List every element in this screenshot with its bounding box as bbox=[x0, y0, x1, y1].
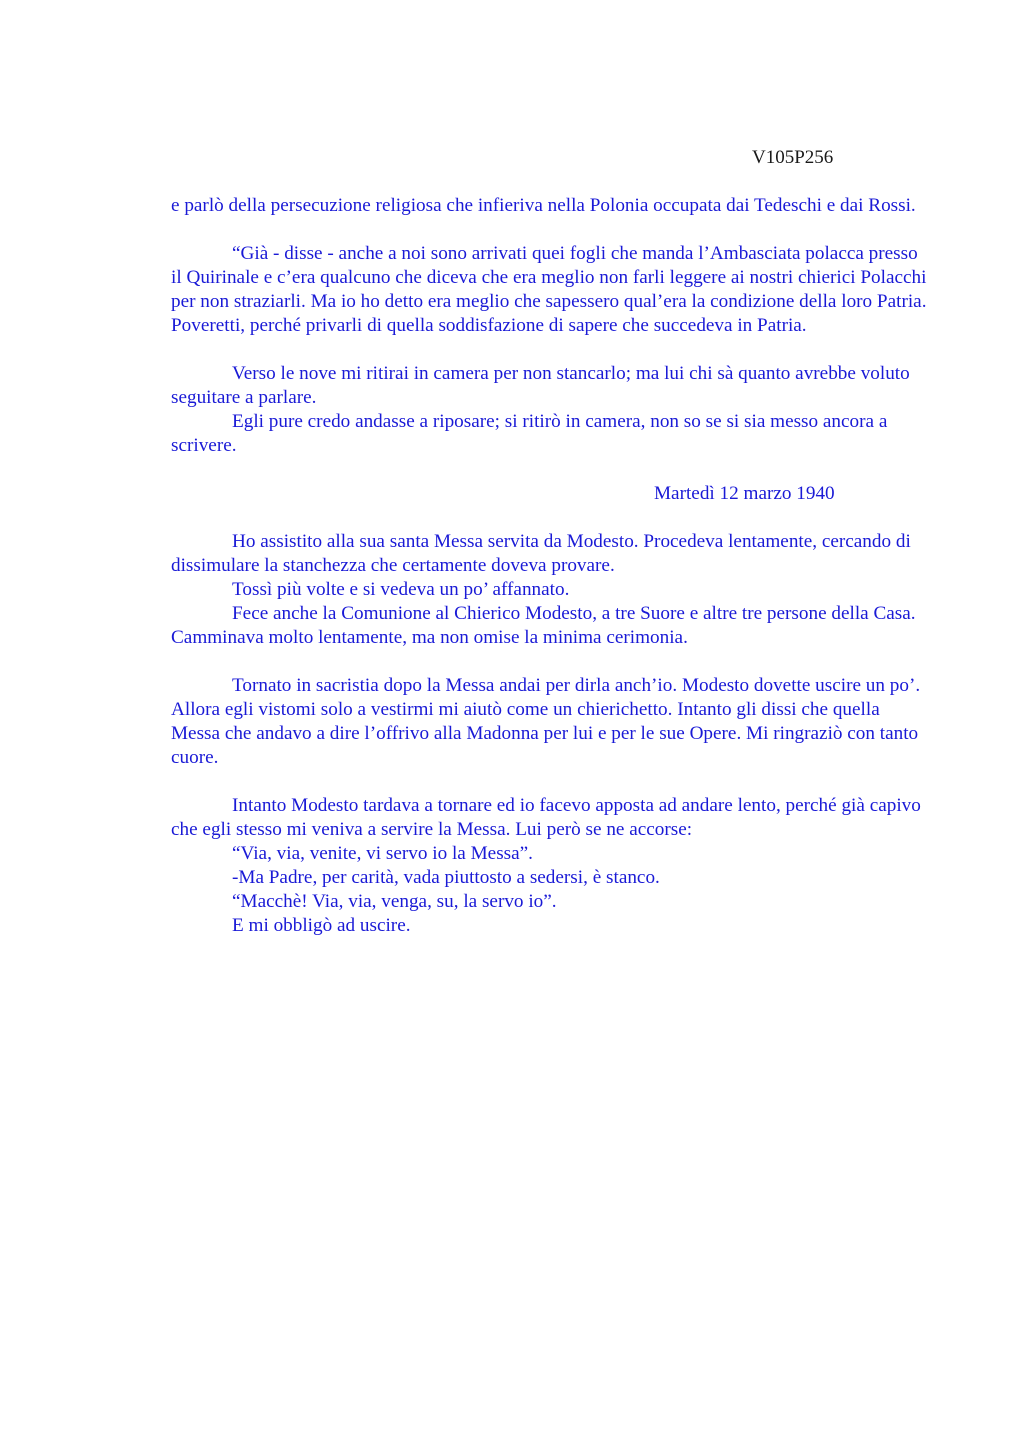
paragraph-santa-messa: Ho assistito alla sua santa Messa servita da Modesto. Procedeva lentamente, cercando di dissimulare la stanchezza che certamente doveva provare. bbox=[171, 531, 911, 576]
date-heading: Martedì 12 marzo 1940 bbox=[654, 483, 835, 504]
dialogue-line: -Ma Padre, per carità, vada piuttosto a sedersi, è stanco. bbox=[232, 867, 660, 888]
paragraph-egli-pure: Egli pure credo andasse a riposare; si ritirò in camera, non so se si sia messo ancora a scrivere. bbox=[171, 411, 888, 456]
paragraph-modesto-tardava: Intanto Modesto tardava a tornare ed io facevo apposta ad andare lento, perché già capivo che egli stesso mi veniva a servire la Messa. Lui però se ne accorse: bbox=[171, 795, 921, 840]
paragraph-ambasciata: “Già - disse - anche a noi sono arrivati quei fogli che manda l’Ambasciata polacca presso il Quirinale e c’era qualcuno che diceva che era meglio non farli leggere ai nostri chierici Polacchi per non straziarli. Ma io ho detto era meglio che sapessero qual’era la condizione della loro Patria. Poveretti, perché privarli di quella soddisfazione di sapere che succedeva in Patria. bbox=[171, 243, 927, 336]
paragraph-gap bbox=[171, 506, 931, 530]
paragraph-gap bbox=[171, 770, 931, 794]
dialogue-line: “Via, via, venite, vi servo io la Messa”. bbox=[232, 843, 533, 864]
paragraph-verso-le-nove: Verso le nove mi ritirai in camera per non stancarlo; ma lui chi sà quanto avrebbe voluto seguitare a parlare. bbox=[171, 363, 910, 408]
paragraph-gap bbox=[171, 338, 931, 362]
paragraph-comunione: Fece anche la Comunione al Chierico Modesto, a tre Suore e altre tre persone della Casa. Camminava molto lentamente, ma non omise la minima cerimonia. bbox=[171, 603, 916, 648]
paragraph-polonia: e parlò della persecuzione religiosa che infieriva nella Polonia occupata dai Tedeschi e dai Rossi. bbox=[171, 195, 916, 216]
paragraph-gap bbox=[171, 458, 931, 482]
paragraph-sacristia: Tornato in sacristia dopo la Messa andai per dirla anch’io. Modesto dovette uscire un po’. Allora egli vistomi solo a vestirmi mi aiutò come un chierichetto. Intanto gli dissi che quella Messa che andavo a dire l’offrivo alla Madonna per lui e per le sue Opere. Mi ringraziò con tanto cuore. bbox=[171, 675, 921, 768]
paragraph-gap bbox=[171, 650, 931, 674]
paragraph-obbligo: E mi obbligò ad uscire. bbox=[232, 915, 411, 936]
dialogue-line: “Macchè! Via, via, venga, su, la servo io”. bbox=[232, 891, 557, 912]
paragraph-tossi: Tossì più volte e si vedeva un po’ affannato. bbox=[232, 579, 570, 600]
document-body bbox=[171, 194, 931, 938]
paragraph-gap bbox=[171, 218, 931, 242]
page-code: V105P256 bbox=[752, 147, 834, 168]
